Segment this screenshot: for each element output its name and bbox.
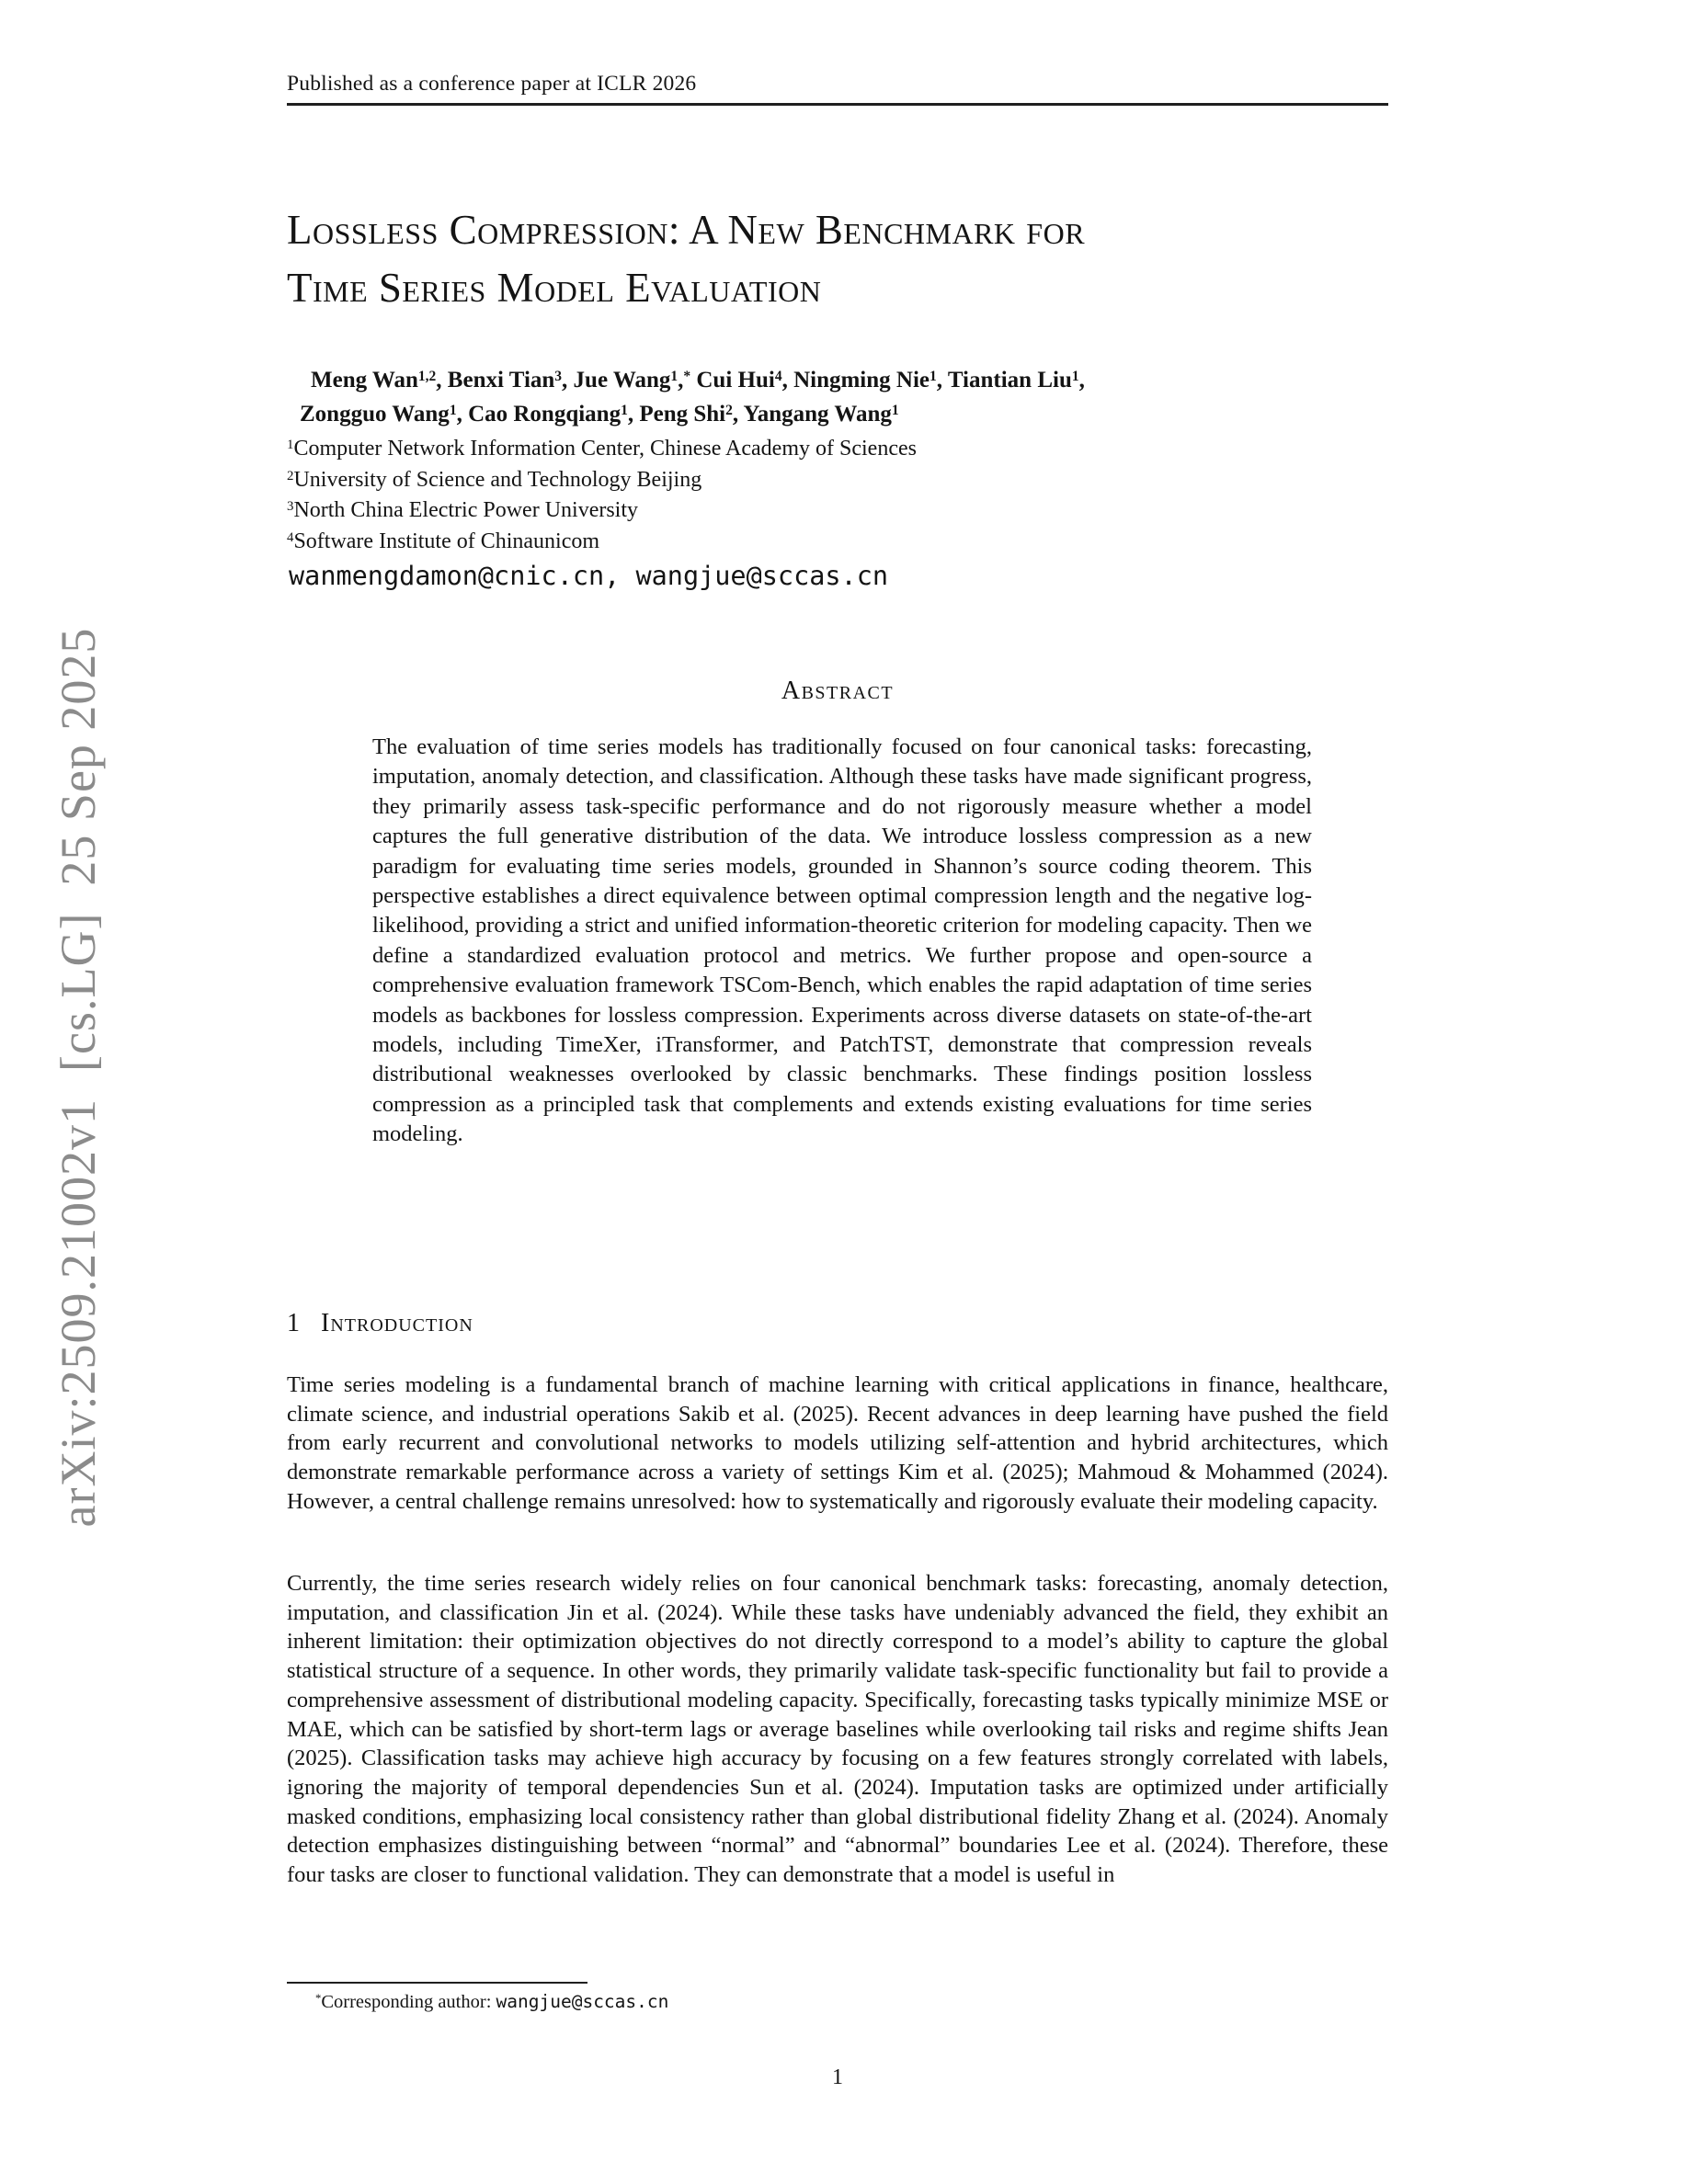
author xyxy=(468,402,639,427)
running-header: Published as a conference paper at ICLR 2026 xyxy=(287,72,697,96)
intro-paragraph-2: Currently, the time series research widely relies on four canonical benchmark tasks: forecasting, anomaly detection, imputation, and classification Jin et al. (2024). While these tasks have undeniably advanced the field, they exhibit an inherent limitation: their optimization objectives do not directly correspond to a model’s ability to capture the global statistical structure of a sequence. In other words, they primarily validate task-specific functionality but fail to provide a comprehensive assessment of distributional modeling capacity. Specifically, forecasting tasks typically minimize MSE or MAE, which can be satisfied by short-term lags or average baselines while overlooking tail risks and regime shifts Jean (2025). Classification tasks may achieve high accuracy by focusing on a few features strongly correlated with labels, ignoring the majority of temporal dependencies Sun et al. (2024). Imputation tasks are optimized under artificially masked conditions, emphasizing local consistency rather than global distributional fidelity Zhang et al. (2024). Anomaly detection emphasizes distinguishing between “normal” and “abnormal” boundaries Lee et al. (2024). Therefore, these four tasks are closer to functional validation. They can demonstrate that a model is useful in xyxy=(287,1571,1388,1888)
paper-title-line-2: Time Series Model Evaluation xyxy=(287,265,822,311)
paper-content xyxy=(287,0,1388,2184)
page-number: 1 xyxy=(832,2065,843,2089)
author-separator: , xyxy=(562,368,574,392)
affiliation-row xyxy=(287,527,917,558)
abstract-text: The evaluation of time series models has traditionally focused on four canonical tasks: forecasting, imputation, anomaly detection, and classification. Although these tasks have made significant progress, they primarily assess task-specific performance and do not rigorously measure whether a model captures the full generative distribution of the data. We introduce lossless compression as a new paradigm for evaluating time series models, grounded in Shannon’s source coding theorem. This perspective establishes a direct equivalence between optimal compression length and the negative log-likelihood, providing a strict and unified information-theoretic criterion for modeling capacity. Then we define a standardized evaluation protocol and metrics. We further propose and open-source a comprehensive evaluation framework TSCom-Bench, which enables the rapid adaptation of time series models as backbones for lossless compression. Experiments across diverse datasets on state-of-the-art models, including TimeXer, iTransformer, and PatchTST, demonstrate that compression reveals distributional weaknesses overlooked by classic benchmarks. These findings position lossless compression as a principled task that complements and extends existing evaluations for time series modeling. xyxy=(372,734,1312,1147)
affiliation-marker: 2 xyxy=(287,468,294,483)
section-title: Introduction xyxy=(321,1309,473,1337)
footnote-rule xyxy=(287,1982,587,1984)
author-affil-marker: 2 xyxy=(725,403,733,419)
affiliation-marker: 3 xyxy=(287,499,294,515)
author-separator: , xyxy=(936,368,948,392)
section-heading-introduction xyxy=(287,1309,473,1338)
author-separator: , xyxy=(1078,368,1085,392)
author-affil-marker: 1 xyxy=(930,369,937,385)
affiliation-row xyxy=(287,465,917,496)
author-name: Meng Wan xyxy=(311,368,418,392)
author xyxy=(574,368,697,392)
author-affil-marker: 1 xyxy=(449,403,457,419)
author xyxy=(639,402,743,427)
author-affil-marker: 1 xyxy=(621,403,628,419)
affiliation-marker: 1 xyxy=(287,438,294,453)
abstract-heading: Abstract xyxy=(781,677,895,705)
author-name: Ningming Nie xyxy=(793,368,930,392)
author xyxy=(948,368,1085,392)
affiliation-name: Software Institute of Chinaunicom xyxy=(293,529,600,553)
author-affil-marker: 3 xyxy=(554,369,563,385)
section-number: 1 xyxy=(287,1309,300,1337)
affiliation-name: North China Electric Power University xyxy=(293,498,639,522)
arxiv-watermark: arXiv:2509.21002v1 [cs.LG] 25 Sep 2025 xyxy=(51,627,106,1528)
author xyxy=(300,402,468,427)
author xyxy=(311,368,448,392)
author-separator: , xyxy=(456,402,469,427)
intro-paragraph-1: Time series modeling is a fundamental branch of machine learning with critical applications in finance, healthcare, climate science, and industrial operations Sakib et al. (2025). Recent advances in deep learning have pushed the field from early recurrent and convolutional networks to models utilizing self-attention and hybrid architectures, which demonstrate remarkable performance across a variety of settings Kim et al. (2025); Mahmoud & Mohammed (2024). However, a central challenge remains unresolved: how to systematically and rigorously evaluate their modeling capacity. xyxy=(287,1372,1388,1514)
author-affil-marker: 1,2 xyxy=(417,369,437,385)
author-name: Cao Rongqiang xyxy=(468,402,622,427)
footnote-email: wangjue@sccas.cn xyxy=(496,1991,669,2012)
affiliation-name: Computer Network Information Center, Chinese Academy of Sciences xyxy=(293,437,917,461)
footnote-marker: * xyxy=(315,1992,322,2006)
header-rule xyxy=(287,103,1388,106)
author-affil-marker: 4 xyxy=(774,369,782,385)
author xyxy=(793,368,948,392)
affiliation-marker: 4 xyxy=(287,529,294,545)
paper-title-line-1: Lossless Compression: A New Benchmark for xyxy=(287,207,1086,253)
author-name: Benxi Tian xyxy=(447,368,555,392)
author-affil-marker: 1 xyxy=(891,403,899,419)
author-separator: , xyxy=(627,402,640,427)
affiliation-name: University of Science and Technology Beijing xyxy=(293,467,702,492)
author-name: Tiantian Liu xyxy=(947,368,1072,392)
author-name: Peng Shi xyxy=(639,402,726,427)
author-name: Cui Hui xyxy=(696,368,775,392)
footnote xyxy=(287,1991,1388,2013)
author-separator: , xyxy=(436,368,448,392)
affiliation-row xyxy=(287,434,917,465)
authors-line-2 xyxy=(300,402,899,427)
author-separator: , xyxy=(678,368,684,392)
author-name: Zongguo Wang xyxy=(300,402,450,427)
affiliation-row xyxy=(287,495,917,527)
author xyxy=(743,402,898,427)
author-name: Jue Wang xyxy=(573,368,671,392)
authors-line-1 xyxy=(311,368,1085,393)
author-thanks-marker: * xyxy=(683,369,691,385)
author-separator: , xyxy=(781,368,794,392)
author-emails: wanmengdamon@cnic.cn, wangjue@sccas.cn xyxy=(289,561,889,591)
author xyxy=(696,368,793,392)
author-separator: , xyxy=(732,402,744,427)
author-affil-marker: 1 xyxy=(670,369,679,385)
author xyxy=(448,368,574,392)
footnote-label: Corresponding author: xyxy=(321,1992,496,2012)
author-name: Yangang Wang xyxy=(743,402,892,427)
author-affil-marker: 1 xyxy=(1071,369,1079,385)
paper-title xyxy=(287,201,1085,317)
affiliations xyxy=(287,434,917,557)
